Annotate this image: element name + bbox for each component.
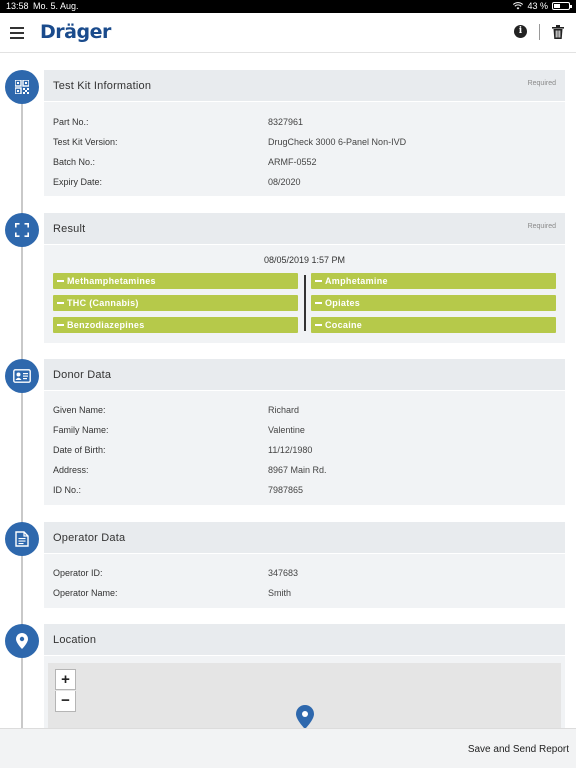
bottom-action-bar [0, 728, 576, 768]
result-divider [304, 275, 306, 331]
header-divider [539, 24, 540, 40]
zoom-in-button[interactable]: + [55, 669, 76, 690]
info-icon[interactable]: i [514, 25, 527, 38]
map-view[interactable] [48, 663, 561, 728]
pill-label: Opiates [325, 298, 361, 308]
row-label: Expiry Date: [53, 177, 103, 187]
row-value: 11/12/1980 [268, 445, 313, 455]
row-label: Family Name: [53, 425, 109, 435]
operator-card [44, 522, 565, 608]
map-pin-icon [5, 624, 39, 658]
status-bar [0, 0, 576, 13]
row-label: Operator ID: [53, 568, 103, 578]
row-value: 8967 Main Rd. [268, 465, 327, 475]
info-row [44, 440, 565, 460]
info-row [44, 400, 565, 420]
row-label: Test Kit Version: [53, 137, 118, 147]
pill-label: Cocaine [325, 320, 363, 330]
required-label: Required [527, 80, 556, 87]
result-pill-methamphetamines[interactable] [53, 273, 298, 289]
info-row [44, 420, 565, 440]
minus-icon [57, 302, 64, 304]
donor-title: Donor Data [53, 368, 112, 381]
operator-header[interactable] [44, 522, 565, 554]
minus-icon [57, 324, 64, 326]
info-row [44, 583, 565, 603]
result-grid [44, 272, 565, 332]
wifi-icon [513, 2, 523, 10]
minus-icon [315, 280, 322, 282]
result-pill-benzodiazepines[interactable] [53, 317, 298, 333]
pill-label: Benzodiazepines [67, 320, 145, 330]
row-value: 7987865 [268, 485, 304, 495]
row-value: Valentine [268, 425, 305, 435]
minus-icon [57, 280, 64, 282]
info-row [44, 112, 565, 132]
row-label: Address: [53, 465, 89, 475]
row-label: ID No.: [53, 485, 82, 495]
status-indicators [513, 1, 570, 11]
result-datetime: 08/05/2019 1:57 PM [263, 255, 346, 265]
status-date: Mo. 5. Aug. [33, 1, 79, 11]
save-and-send-button[interactable]: Save and Send Report [467, 744, 569, 755]
minus-icon [315, 324, 322, 326]
row-value: 347683 [268, 568, 299, 578]
test-kit-card [44, 70, 565, 196]
test-kit-title: Test Kit Information [53, 79, 152, 92]
pill-label: Methamphetamines [67, 276, 156, 286]
row-value: 8327961 [268, 117, 304, 127]
zoom-out-button[interactable]: − [55, 691, 76, 712]
location-header[interactable] [44, 624, 565, 656]
donor-header[interactable] [44, 359, 565, 391]
test-kit-header[interactable] [44, 70, 565, 102]
map-marker-icon[interactable] [296, 705, 314, 728]
row-value: 08/2020 [268, 177, 301, 187]
row-label: Given Name: [53, 405, 106, 415]
row-label: Date of Birth: [53, 445, 106, 455]
location-title: Location [53, 633, 97, 646]
result-header[interactable] [44, 213, 565, 245]
row-value: ARMF-0552 [268, 157, 317, 167]
info-row [44, 460, 565, 480]
brand-logo: Dräger [40, 21, 111, 43]
id-card-icon [5, 359, 39, 393]
result-pill-opiates[interactable] [311, 295, 556, 311]
battery-percent: 43 % [527, 1, 548, 11]
row-label: Batch No.: [53, 157, 96, 167]
pill-label: Amphetamine [325, 276, 388, 286]
document-icon [5, 522, 39, 556]
info-row [44, 480, 565, 500]
qr-code-icon [5, 70, 39, 104]
result-pill-cocaine[interactable] [311, 317, 556, 333]
row-label: Part No.: [53, 117, 89, 127]
donor-card [44, 359, 565, 505]
battery-icon [552, 2, 570, 10]
row-value: DrugCheck 3000 6-Panel Non-IVD [268, 137, 407, 147]
scan-frame-icon [5, 213, 39, 247]
row-value: Smith [268, 588, 292, 598]
pill-label: THC (Cannabis) [67, 298, 139, 308]
result-pill-amphetamine[interactable] [311, 273, 556, 289]
info-row [44, 152, 565, 172]
hamburger-icon[interactable] [10, 27, 24, 39]
info-row [44, 172, 565, 192]
row-label: Operator Name: [53, 588, 118, 598]
minus-icon [315, 302, 322, 304]
info-row [44, 132, 565, 152]
status-time: 13:58 [6, 1, 29, 11]
info-row [44, 563, 565, 583]
trash-icon[interactable] [552, 25, 564, 39]
required-label: Required [527, 223, 556, 230]
row-value: Richard [268, 405, 300, 415]
app-header [0, 13, 576, 53]
result-title: Result [53, 222, 86, 235]
result-card [44, 213, 565, 343]
result-pill-thc[interactable] [53, 295, 298, 311]
operator-title: Operator Data [53, 531, 126, 544]
